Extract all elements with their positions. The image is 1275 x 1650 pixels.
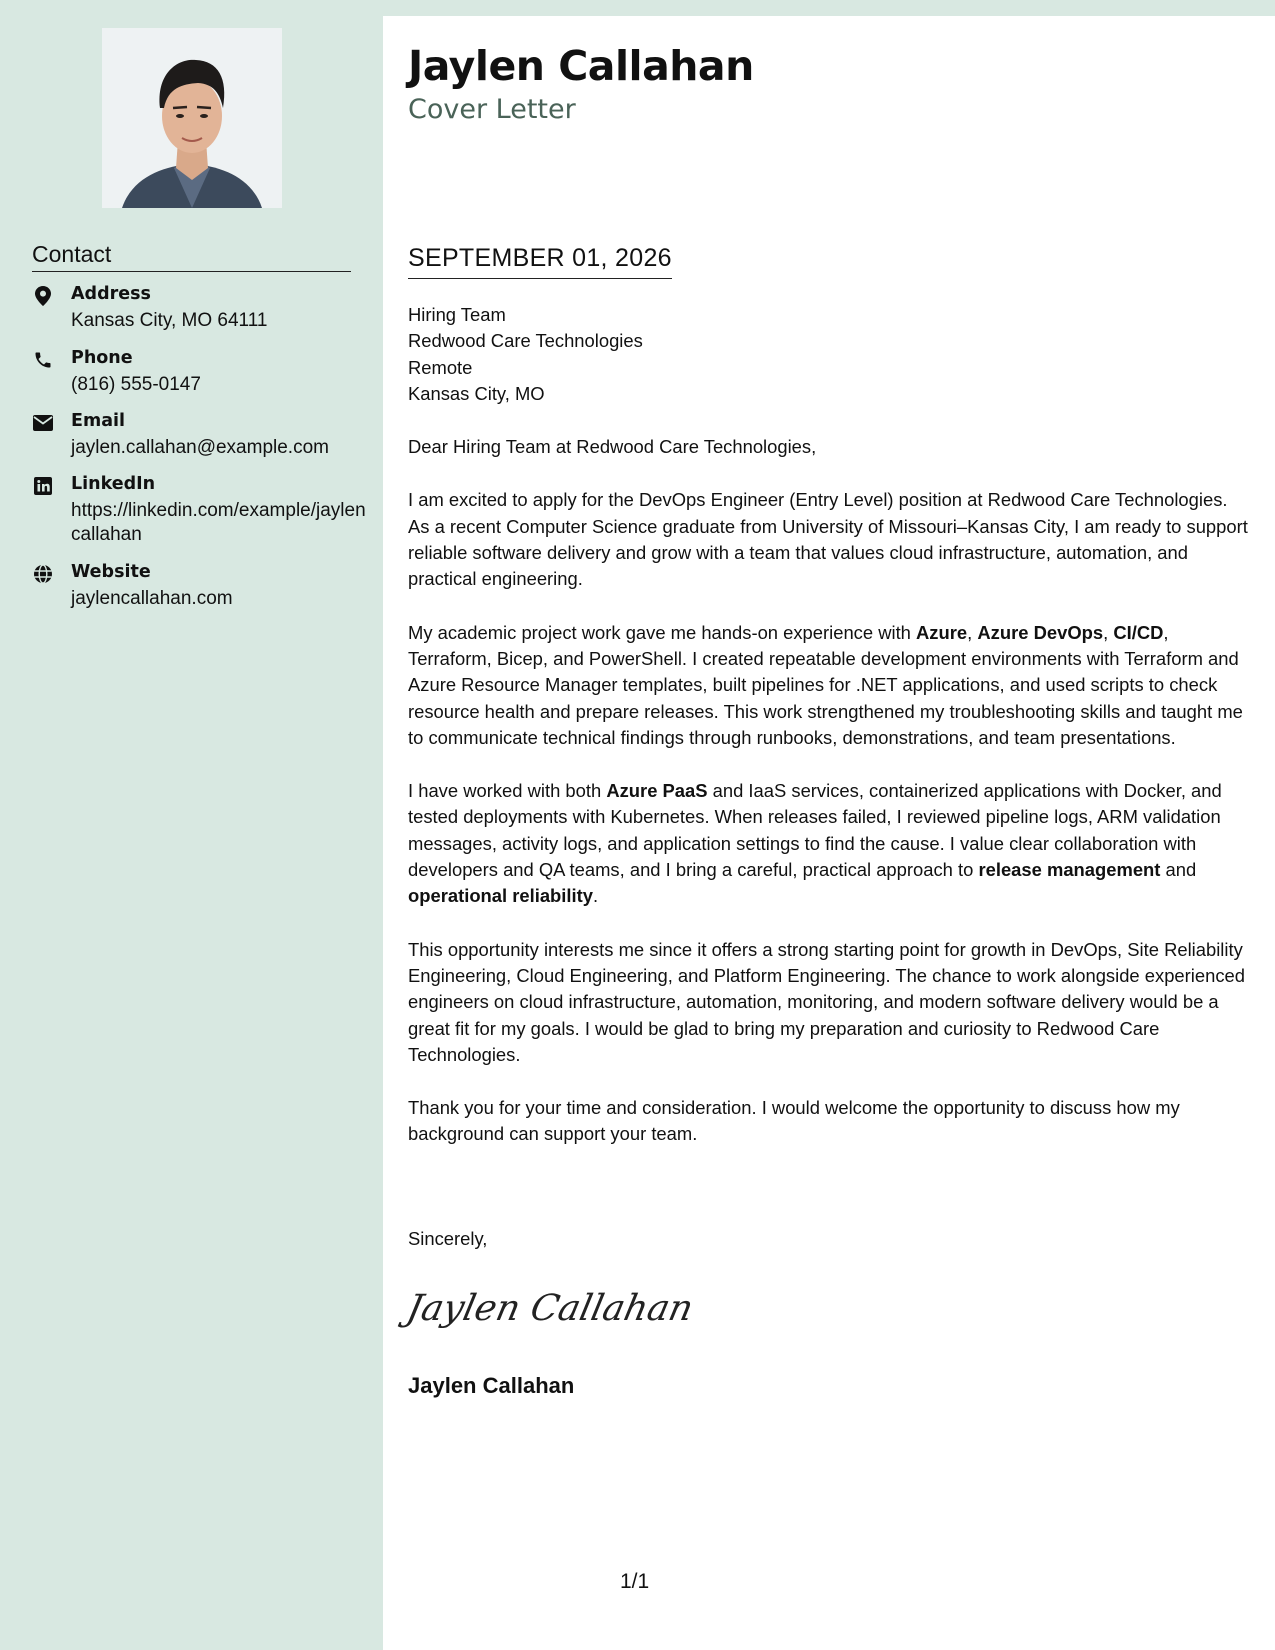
document-subtitle: Cover Letter: [408, 94, 576, 125]
avatar: [102, 28, 282, 208]
handwritten-signature: [403, 1278, 698, 1348]
linkedin-link[interactable]: https://linkedin.com/example/jaylencallahan: [71, 500, 366, 545]
contact-label: Address: [71, 284, 151, 304]
svg-text:Jaylen Callahan: Jaylen Callahan: [403, 1286, 698, 1329]
contact-label: LinkedIn: [71, 474, 156, 494]
linkedin-icon: [32, 475, 54, 497]
closing-text: Sincerely,: [408, 1228, 488, 1249]
letter-date: SEPTEMBER 01, 2026: [408, 244, 672, 279]
phone-icon: [32, 349, 54, 371]
paragraph-experience: My academic project work gave me hands-on experience with Azure, Azure DevOps, CI/CD, Terraform, Bicep, and PowerShell. I created repeatable development environments with Terraform and Azure Resource Manager templates, built pipelines for .NET applications, and used scripts to check resource health and prepare releases. This work strengthened my troubleshooting skills and taught me to communicate technical findings through runbooks, demonstrations, and team presentations.: [408, 621, 1243, 748]
globe-icon: [32, 563, 54, 585]
sidebar: [0, 0, 383, 1650]
recipient-line: Redwood Care Technologies: [408, 330, 643, 352]
recipient-block: [408, 302, 1248, 407]
contact-value: jaylen.callahan@example.com: [71, 437, 329, 458]
contact-value: Kansas City, MO 64111: [71, 310, 268, 331]
signed-name: Jaylen Callahan: [408, 1373, 575, 1398]
letter-body: [408, 302, 1248, 1175]
contact-label: Phone: [71, 348, 133, 368]
recipient-line: Kansas City, MO: [408, 382, 545, 404]
location-pin-icon: [32, 285, 54, 307]
contact-section-title: Contact: [32, 241, 351, 272]
email-icon: [32, 412, 54, 434]
profile-photo: [102, 28, 282, 208]
salutation: Dear Hiring Team at Redwood Care Technologies,: [408, 436, 817, 458]
contact-label: Website: [71, 562, 151, 582]
page-number: 1/1: [620, 1570, 650, 1593]
applicant-name: Jaylen Callahan: [408, 42, 754, 90]
recipient-line: Hiring Team: [408, 304, 506, 325]
paragraph-motivation: This opportunity interests me since it offers a strong starting point for growth in DevOps, Site Reliability Engineering, Cloud Engineering, and Platform Engineering. The chance to work alongside experienced engineers on cloud infrastructure, automation, monitoring, and modern software delivery would be a great fit for my goals. I would be glad to bring my preparation and curiosity to Redwood Care Technologies.: [408, 938, 1245, 1065]
recipient-line: Remote: [408, 356, 473, 378]
contact-label: Email: [71, 411, 125, 431]
website-link[interactable]: jaylencallahan.com: [71, 588, 233, 609]
paragraph-skills: I have worked with both Azure PaaS and IaaS services, containerized applications with Docker, and tested deployments with Kubernetes. When releases failed, I reviewed pipeline logs, ARM validation messages, activity logs, and application settings to find the cause. I value clear collaboration with developers and QA teams, and I bring a careful, practical approach to release management and operational reliability.: [408, 780, 1222, 907]
paragraph-closing: Thank you for your time and consideration. I would welcome the opportunity to discuss how my background can support your team.: [408, 1097, 1180, 1145]
paragraph-intro: I am excited to apply for the DevOps Engineer (Entry Level) position at Redwood Care Technologies. As a recent Computer Science graduate from University of Missouri–Kansas City, I am ready to support reliable software delivery and grow with a team that values cloud infrastructure, automation, and practical engineering.: [408, 489, 1248, 590]
contact-value: (816) 555-0147: [71, 374, 201, 395]
